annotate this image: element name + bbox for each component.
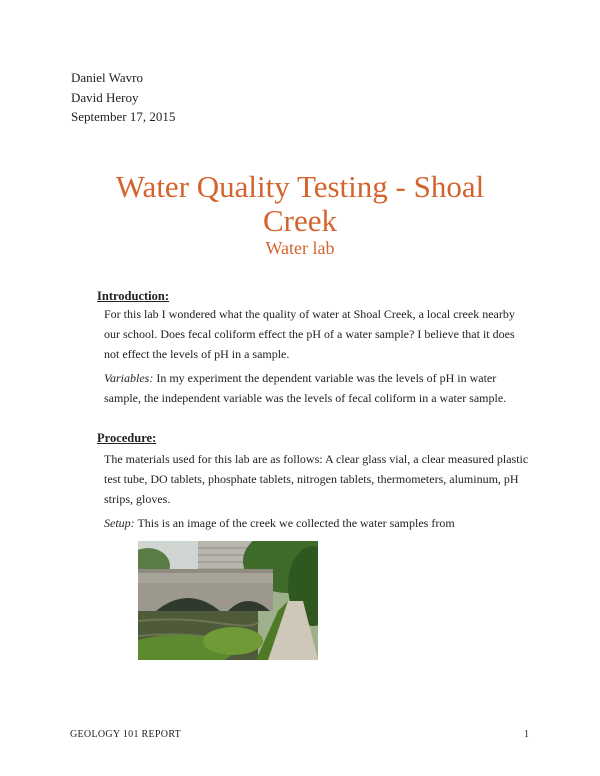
introduction-heading: Introduction: [97, 289, 170, 303]
setup-paragraph [71, 513, 531, 533]
variables-paragraph [71, 368, 531, 408]
subtitle: Water lab [265, 238, 335, 258]
setup-text: This is an image of the creek we collected the water samples from [134, 516, 455, 530]
author-name-2: David Heroy [71, 90, 139, 105]
introduction-text: For this lab I wondered what the quality of water at Shoal Creek, a local creek nearby our school. Does fecal coliform effect the pH of a water sample? I believe that it does not effect the levels of pH in a sample. [104, 307, 515, 361]
procedure-paragraph [71, 449, 531, 509]
variables-label: Variables: [104, 371, 154, 385]
title-line-1: Water Quality Testing - Shoal [115, 169, 485, 204]
author-name-1: Daniel Wavro [71, 70, 143, 85]
footer-report-label: GEOLOGY 101 REPORT [70, 729, 182, 740]
setup-label: Setup: [104, 516, 135, 530]
creek-photo-image [138, 541, 318, 660]
creek-photo [138, 541, 318, 660]
title-line-2: Creek [262, 203, 338, 238]
introduction-paragraph [71, 304, 531, 364]
variables-text-block [71, 368, 531, 408]
variables-text: In my experiment the dependent variable was the levels of pH in water sample, the independent variable was the levels of fecal coliform in a water sample. [104, 371, 507, 405]
report-date: September 17, 2015 [71, 109, 176, 124]
setup-text-block [71, 513, 531, 533]
procedure-heading: Procedure: [97, 431, 157, 445]
procedure-text: The materials used for this lab are as follows: A clear glass vial, a clear measured plastic test tube, DO tablets, phosphate tablets, nitrogen tablets, thermometers, aluminum, pH strips, gloves. [104, 452, 529, 506]
page-number: 1 [524, 729, 530, 740]
